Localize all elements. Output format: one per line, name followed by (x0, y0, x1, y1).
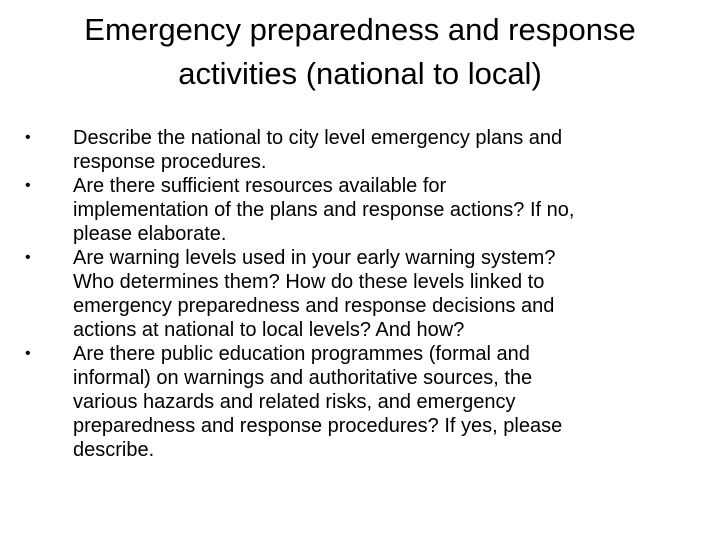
bullet-2-line-1: Are there sufficient resources available for (73, 175, 447, 197)
bullet-list (22, 126, 702, 462)
bullet-4-line-4: preparedness and response procedures? If yes, please (73, 415, 563, 437)
bullet-item-3 (22, 246, 702, 342)
bullet-item-2 (22, 174, 702, 246)
bullet-item-1 (22, 126, 702, 174)
bullet-icon: • (25, 249, 31, 266)
bullet-2-line-3: please elaborate. (73, 223, 227, 245)
bullet-3-line-1: Are warning levels used in your early warning system? (73, 247, 556, 269)
slide-title (20, 8, 700, 96)
bullet-icon: • (25, 177, 31, 194)
bullet-4-line-2: informal) on warnings and authoritative sources, the (73, 367, 533, 389)
bullet-2-line-2: implementation of the plans and response actions? If no, (73, 199, 575, 221)
bullet-1-line-2: response procedures. (73, 151, 267, 173)
bullet-4-line-5: describe. (73, 439, 155, 461)
bullet-1-line-1: Describe the national to city level emergency plans and (73, 127, 563, 149)
bullet-icon: • (25, 345, 31, 362)
bullet-icon: • (25, 129, 31, 146)
bullet-4-line-1: Are there public education programmes (formal and (73, 343, 530, 365)
bullet-item-4 (22, 342, 702, 462)
slide-title-line-1: Emergency preparedness and response (84, 12, 636, 47)
bullet-4-line-3: various hazards and related risks, and emergency (73, 391, 516, 413)
bullet-3-line-3: emergency preparedness and response decisions and (73, 295, 555, 317)
bullet-3-line-2: Who determines them? How do these levels linked to (73, 271, 545, 293)
slide-title-line-2: activities (national to local) (178, 56, 542, 91)
bullet-3-line-4: actions at national to local levels? And how? (73, 319, 465, 341)
